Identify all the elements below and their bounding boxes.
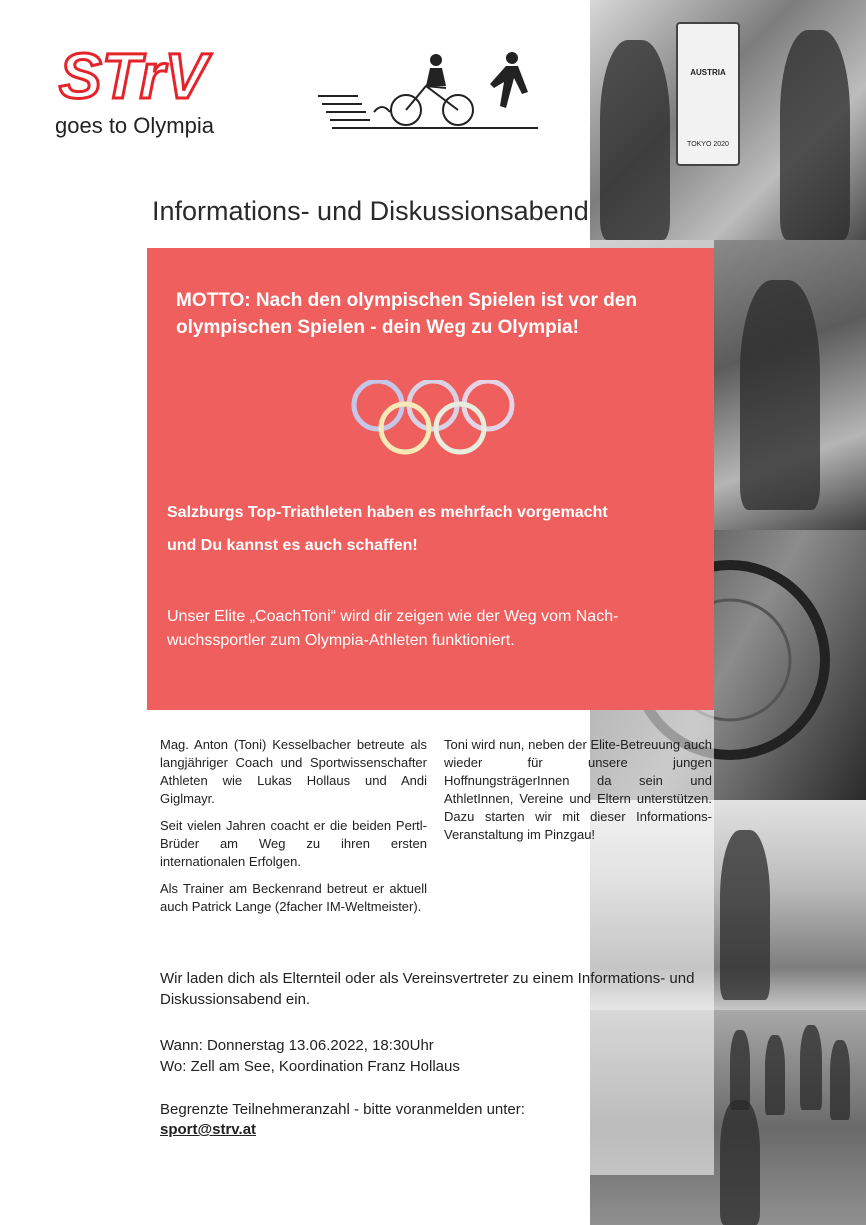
badge-country: AUSTRIA	[690, 68, 726, 77]
coach-experience-paragraph: Seit vielen Jahren coacht er die beiden Pertl-Brüder am Weg zu ihren ersten internationalen Erfolgen.	[160, 818, 427, 869]
athlete-figure	[720, 1100, 760, 1225]
athlete-figure	[800, 1025, 822, 1110]
athlete-figure	[765, 1035, 785, 1115]
photo-athletes-tokyo	[590, 0, 866, 240]
badge-event: TOKYO 2020	[687, 141, 729, 148]
olympic-rings-icon	[348, 380, 518, 455]
right-column	[444, 736, 712, 853]
triathletes-statement	[167, 496, 697, 562]
email-link[interactable]: sport@strv.at	[160, 1121, 257, 1138]
athlete-figure	[780, 30, 850, 240]
coach-bio-paragraph: Mag. Anton (Toni) Kesselbacher betreute als langjähriger Coach und Sportwissenschafter Athleten wie Lukas Hollaus und Andi Giglmayr.	[160, 737, 427, 806]
coach-current-paragraph: Als Trainer am Beckenrand betreut er aktuell auch Patrick Lange (2facher IM-Weltmeister).	[160, 881, 427, 914]
event-details	[160, 1035, 460, 1077]
left-column	[160, 736, 427, 925]
austria-olympic-badge	[676, 22, 740, 166]
motto-text: MOTTO: Nach den olympischen Spielen ist vor den olympischen Spielen - dein Weg zu Olympia!	[176, 290, 638, 338]
event-date: Wann: Donnerstag 13.06.2022, 18:30Uhr	[160, 1037, 434, 1054]
registration-note: Begrenzte Teilnehmeranzahl - bitte voranmelden unter:	[160, 1101, 525, 1118]
event-location: Wo: Zell am See, Koordination Franz Hollaus	[160, 1058, 460, 1075]
event-purpose-paragraph: Toni wird nun, neben der Elite-Betreuung auch wieder für unsere jungen HoffnungsträgerInnen da sein und AthletInnen, Vereine und Eltern unterstützen. Dazu starten wir mit dieser Informations-Veranstaltung im Pinzgau!	[444, 737, 712, 842]
triathletes-line-1: Salzburgs Top-Triathleten haben es mehrfach vorgemacht	[167, 504, 608, 521]
athlete-figure	[730, 1030, 750, 1110]
contact-email[interactable]	[160, 1121, 256, 1138]
athlete-figure	[830, 1040, 850, 1120]
logo-tagline: goes to Olympia	[55, 113, 214, 138]
triathlon-icon	[318, 48, 543, 130]
invitation-text: Wir laden dich als Elternteil oder als Vereinsvertreter zu einem Informations- und Diskussionsabend ein.	[160, 970, 695, 1008]
athlete-figure	[740, 280, 820, 510]
elite-coach-text: Unser Elite „CoachToni“ wird dir zeigen wie der Weg vom Nachwuchssportler zum Olympia-Athleten funktioniert.	[167, 608, 619, 649]
athlete-figure	[720, 830, 770, 1000]
page-title: Informations- und Diskussionsabend	[152, 196, 589, 226]
athlete-figure	[600, 40, 670, 240]
triathletes-line-2: und Du kannst es auch schaffen!	[167, 537, 418, 554]
strv-logo	[55, 40, 250, 110]
logo-text: STrV	[59, 40, 208, 110]
